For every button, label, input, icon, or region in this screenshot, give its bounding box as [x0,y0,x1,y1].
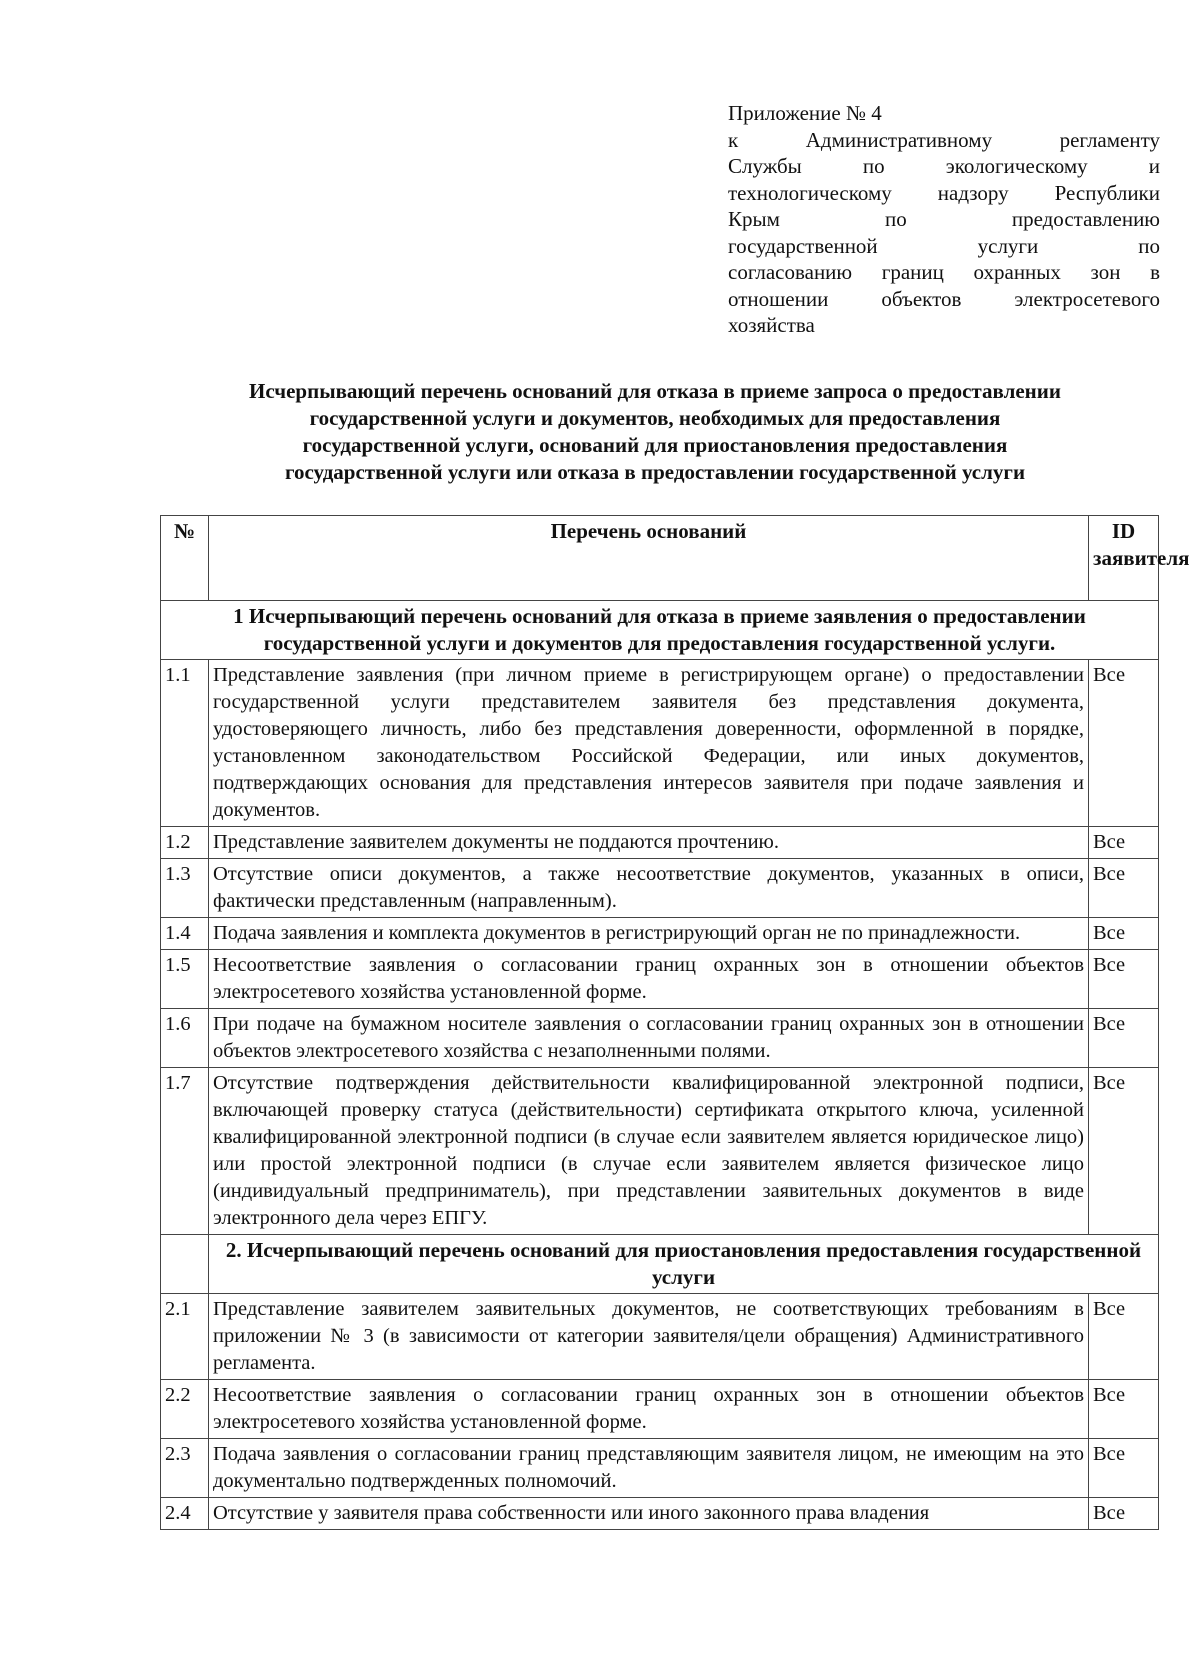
table-row [161,1068,1159,1235]
annex-header [728,100,1160,339]
row-number: 1.4 [161,918,209,950]
header-number: № [161,516,209,601]
table-row [161,660,1159,827]
row-applicant-id: Все [1089,950,1159,1009]
annex-line: Службы по экологическому и [728,154,1160,178]
table-row [161,859,1159,918]
row-applicant-id: Все [1089,859,1159,918]
row-applicant-id: Все [1089,1498,1159,1530]
section-row [161,1235,1159,1294]
annex-line: технологическому надзору Республики [728,180,1160,205]
row-text: Представление заявления (при личном приеме в регистрирующем органе) о предоставлении государственной услуги представителем заявителя без представления документа, удостоверяющего личность, либо без представления доверенности, оформленной в порядке, установленном законодательством Российской Федерации, или иных документов, подтверждающих основания для представления интересов заявителя при подаче заявления и документов. [209,660,1089,827]
annex-line: согласованию границ охранных зон в [728,260,1160,284]
table-row [161,1439,1159,1498]
table-row [161,1009,1159,1068]
table-row [161,827,1159,859]
annex-line: Крым по предоставлению [728,207,1160,231]
row-number: 2.3 [161,1439,209,1498]
section-1-title: 1 Исчерпывающий перечень оснований для отказа в приеме заявления о предоставлении государственной услуги и документов для предоставления государственной услуги. [161,601,1159,660]
table-row [161,918,1159,950]
row-number: 1.3 [161,859,209,918]
row-applicant-id: Все [1089,1380,1159,1439]
annex-number: Приложение № 4 [728,101,882,125]
header-applicant-id: ID заявителя [1089,516,1159,601]
document-title [160,378,1150,486]
row-number: 2.1 [161,1294,209,1380]
row-text: Подача заявления и комплекта документов в регистрирующий орган не по принадлежности. [209,918,1089,950]
row-applicant-id: Все [1089,918,1159,950]
table-header-row [161,516,1159,601]
row-number: 1.2 [161,827,209,859]
row-text: Отсутствие у заявителя права собственности или иного законного права владения [209,1498,1089,1530]
row-text: Несоответствие заявления о согласовании границ охранных зон в отношении объектов электросетевого хозяйства установленной форме. [209,950,1089,1009]
row-number: 1.7 [161,1068,209,1235]
row-number: 1.1 [161,660,209,827]
section-2-title: 2. Исчерпывающий перечень оснований для приостановления предоставления государственной услуги [209,1235,1159,1294]
title-line: государственной услуги, оснований для приостановления предоставления [302,433,1008,457]
annex-line: отношении объектов электросетевого [728,286,1160,311]
header-grounds: Перечень оснований [209,516,1089,601]
title-line: Исчерпывающий перечень оснований для отказа в приеме запроса о предоставлении [249,379,1061,403]
row-text: Несоответствие заявления о согласовании границ охранных зон в отношении объектов электросетевого хозяйства установленной форме. [209,1380,1089,1439]
row-applicant-id: Все [1089,1439,1159,1498]
row-applicant-id: Все [1089,827,1159,859]
row-number: 2.2 [161,1380,209,1439]
row-text: Подача заявления о согласовании границ представляющим заявителя лицом, не имеющим на это документально подтвержденных полномочий. [209,1439,1089,1498]
row-number: 2.4 [161,1498,209,1530]
annex-line: хозяйства [728,313,815,337]
row-applicant-id: Все [1089,660,1159,827]
table-row [161,1498,1159,1530]
row-applicant-id: Все [1089,1068,1159,1235]
title-line: государственной услуги или отказа в предоставлении государственной услуги [284,460,1026,484]
title-line: государственной услуги и документов, необходимых для предоставления [309,406,1001,430]
row-text: Представление заявителем документы не поддаются прочтению. [209,827,1089,859]
table-row [161,950,1159,1009]
section-2-spacer [161,1235,209,1294]
row-text: При подаче на бумажном носителе заявления о согласовании границ охранных зон в отношении объектов электросетевого хозяйства с незаполненными полями. [209,1009,1089,1068]
row-applicant-id: Все [1089,1009,1159,1068]
grounds-table [160,515,1190,1530]
annex-line: государственной услуги по [728,233,1160,258]
annex-line: к Административному регламенту [728,127,1160,152]
row-applicant-id: Все [1089,1294,1159,1380]
row-text: Отсутствие описи документов, а также несоответствие документов, указанных в описи, фактически представленным (направленным). [209,859,1089,918]
section-row [161,601,1159,660]
table-row [161,1380,1159,1439]
row-text: Представление заявителем заявительных документов, не соответствующих требованиям в приложении № 3 (в зависимости от категории заявителя/цели обращения) Административного регламента. [209,1294,1089,1380]
table-row [161,1294,1159,1380]
row-number: 1.6 [161,1009,209,1068]
row-text: Отсутствие подтверждения действительности квалифицированной электронной подписи, включающей проверку статуса (действительности) сертификата открытого ключа, усиленной квалифицированной электронной подписи (в случае если заявителем является юридическое лицо) или простой электронной подписи (в случае если заявителем является физическое лицо (индивидуальный предприниматель), при представлении заявительных документов в виде электронного дела через ЕПГУ. [209,1068,1089,1235]
row-number: 1.5 [161,950,209,1009]
